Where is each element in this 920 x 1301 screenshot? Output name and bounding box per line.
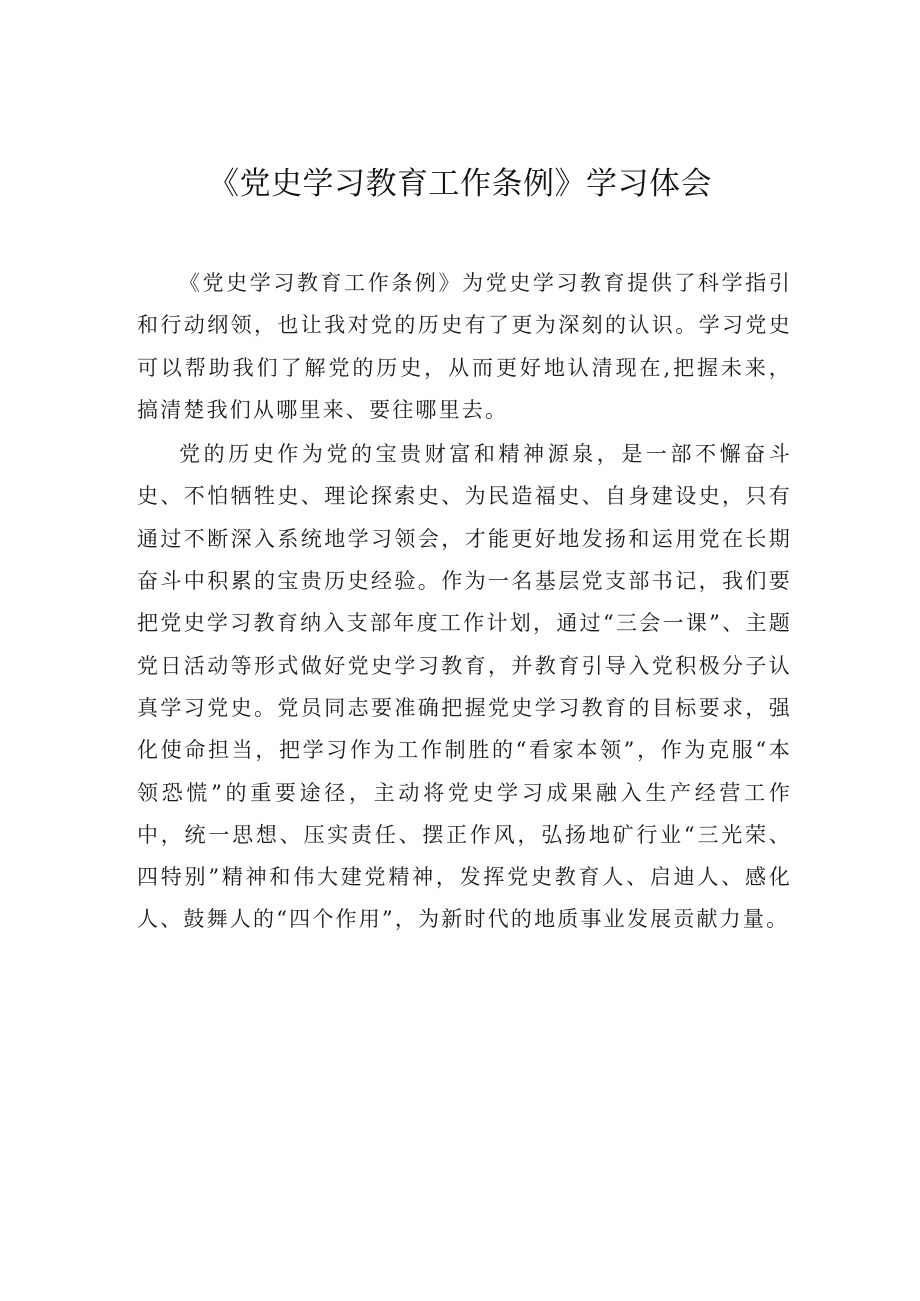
document-body xyxy=(137,262,792,943)
document-title: 《党史学习教育工作条例》学习体会 xyxy=(208,166,712,202)
paragraph-1: 《党史学习教育工作条例》为党史学习教育提供了科学指引和行动纲领，也让我对党的历史有了更为深刻的认识。学习党史可以帮助我们了解党的历史，从而更好地认清现在,把握未来，搞清楚我们从哪里来、要往哪里去。 xyxy=(137,271,792,422)
paragraph-2: 党的历史作为党的宝贵财富和精神源泉，是一部不懈奋斗史、不怕牺牲史、理论探索史、为民造福史、自身建设史，只有通过不断深入系统地学习领会，才能更好地发扬和运用党在长期奋斗中积累的宝贵历史经验。作为一名基层党支部书记，我们要把党史学习教育纳入支部年度工作计划，通过“三会一课”、主题党日活动等形式做好党史学习教育，并教育引导入党积极分子认真学习党史。党员同志要准确把握党史学习教育的目标要求，强化使命担当，把学习作为工作制胜的“看家本领”，作为克服“本领恐慌”的重要途径，主动将党史学习成果融入生产经营工作中，统一思想、压实责任、摆正作风，弘扬地矿行业“三光荣、四特别”精神和伟大建党精神，发挥党史教育人、启迪人、感化人、鼓舞人的“四个作用”，为新时代的地质事业发展贡献力量。 xyxy=(137,442,792,932)
